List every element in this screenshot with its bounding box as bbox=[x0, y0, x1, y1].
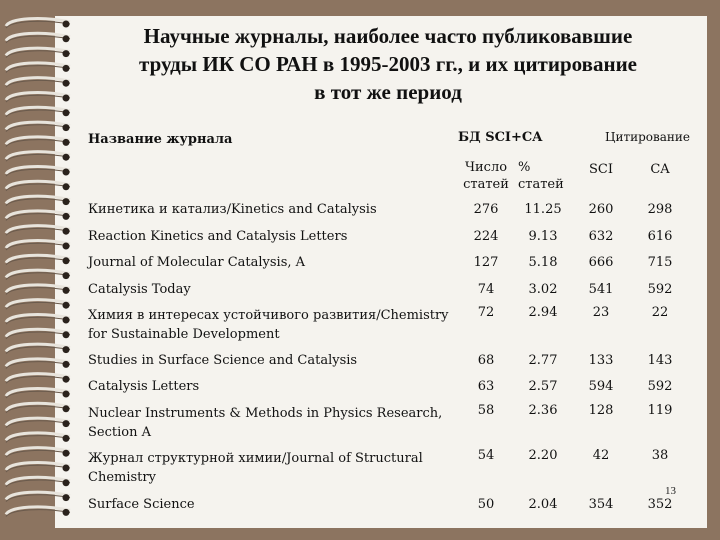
header-journal: Название журнала bbox=[88, 132, 233, 147]
header-count: Число статей bbox=[463, 160, 509, 192]
title-line-1: Научные журналы, наиболее часто публиковавшие bbox=[143, 24, 633, 48]
journal-name-cell: Кинетика и катализ/Kinetics and Catalysis bbox=[88, 202, 377, 217]
article-percent-cell: 2.04 bbox=[528, 496, 558, 512]
title-line-3: в тот же период bbox=[314, 80, 462, 104]
journal-name-cell: Журнал структурной химии/Journal of Structural Chemistry bbox=[88, 451, 423, 485]
ca-citations-cell: 119 bbox=[647, 403, 673, 418]
binding-ring bbox=[6, 359, 70, 368]
binding-ring bbox=[6, 433, 70, 442]
ca-citations-cell: 715 bbox=[647, 255, 673, 270]
article-percent-cell: 9.13 bbox=[528, 228, 558, 244]
article-count-cell: 68 bbox=[477, 352, 495, 368]
ca-citations-cell: 592 bbox=[647, 281, 673, 297]
journals-table bbox=[86, 128, 690, 517]
article-count-cell: 276 bbox=[473, 202, 499, 217]
journal-name-cell: Surface Science bbox=[88, 496, 195, 512]
binding-ring bbox=[6, 93, 70, 102]
journal-name-cell: Studies in Surface Science and Catalysis bbox=[88, 352, 358, 368]
ca-citations-cell: 616 bbox=[647, 228, 673, 244]
binding-ring bbox=[6, 285, 70, 294]
binding-ring bbox=[6, 137, 70, 146]
binding-ring bbox=[6, 344, 70, 353]
article-count-cell: 127 bbox=[473, 255, 499, 270]
article-count-cell: 58 bbox=[477, 403, 495, 418]
article-percent-cell: 2.36 bbox=[528, 403, 558, 418]
sci-citations-cell: 23 bbox=[592, 305, 610, 320]
article-percent-cell: 2.77 bbox=[528, 352, 558, 368]
binding-ring bbox=[6, 122, 70, 131]
binding-ring bbox=[6, 226, 70, 235]
binding-ring bbox=[6, 270, 70, 279]
sci-citations-cell: 42 bbox=[592, 448, 610, 463]
ca-citations-cell: 298 bbox=[647, 202, 673, 217]
binding-ring bbox=[6, 315, 70, 324]
binding-ring bbox=[6, 374, 70, 383]
binding-ring bbox=[6, 181, 70, 190]
binding-ring bbox=[6, 389, 70, 398]
header-percent: % статей bbox=[518, 160, 564, 192]
table-row bbox=[86, 491, 690, 517]
header-citations: Цитирование bbox=[604, 130, 690, 144]
article-percent-cell: 2.20 bbox=[528, 448, 558, 463]
binding-ring bbox=[6, 418, 70, 427]
header-sci: SCI bbox=[589, 162, 613, 177]
article-count-cell: 50 bbox=[477, 496, 495, 512]
table-row bbox=[86, 373, 690, 400]
ca-citations-cell: 22 bbox=[651, 305, 669, 320]
spiral-binding bbox=[2, 14, 74, 524]
article-count-cell: 72 bbox=[477, 305, 495, 320]
journal-name-cell: Nuclear Instruments & Methods in Physics Research, Section A bbox=[88, 405, 443, 440]
article-count-cell: 54 bbox=[477, 448, 495, 463]
ca-citations-cell: 38 bbox=[651, 448, 669, 463]
table-row bbox=[86, 196, 690, 223]
binding-ring bbox=[6, 33, 70, 42]
table-header-row-1 bbox=[86, 128, 690, 156]
binding-ring bbox=[6, 492, 70, 501]
sci-citations-cell: 632 bbox=[588, 228, 614, 244]
table-row bbox=[86, 302, 690, 347]
binding-ring bbox=[6, 167, 70, 176]
binding-ring bbox=[6, 507, 70, 516]
article-percent-cell: 3.02 bbox=[528, 281, 558, 297]
slide-title bbox=[78, 22, 698, 106]
binding-ring bbox=[6, 19, 70, 28]
binding-ring bbox=[6, 255, 70, 264]
article-count-cell: 74 bbox=[477, 281, 495, 297]
article-count-cell: 224 bbox=[473, 228, 499, 244]
table-row bbox=[86, 400, 690, 445]
table-row bbox=[86, 445, 690, 491]
sci-citations-cell: 354 bbox=[588, 496, 614, 512]
binding-ring bbox=[6, 196, 70, 205]
binding-ring bbox=[6, 403, 70, 412]
journal-name-cell: Catalysis Today bbox=[88, 281, 191, 297]
table-row bbox=[86, 347, 690, 373]
table-row bbox=[86, 276, 690, 302]
sci-citations-cell: 666 bbox=[588, 255, 614, 270]
journal-name-cell: Reaction Kinetics and Catalysis Letters bbox=[88, 228, 348, 244]
binding-ring bbox=[6, 107, 70, 116]
table-row bbox=[86, 249, 690, 276]
article-percent-cell: 2.57 bbox=[528, 379, 558, 394]
journal-name-cell: Химия в интересах устойчивого развития/Chemistry for Sustainable Development bbox=[88, 307, 449, 342]
binding-ring bbox=[6, 329, 70, 338]
ca-citations-cell: 352 bbox=[647, 496, 673, 512]
binding-ring bbox=[6, 78, 70, 87]
binding-ring bbox=[6, 211, 70, 220]
sci-citations-cell: 128 bbox=[588, 403, 614, 418]
ca-citations-cell: 592 bbox=[647, 379, 673, 394]
table-row bbox=[86, 223, 690, 249]
sci-citations-cell: 594 bbox=[588, 379, 614, 394]
binding-ring bbox=[6, 448, 70, 457]
article-percent-cell: 2.94 bbox=[528, 305, 558, 320]
page-number: 13 bbox=[665, 485, 676, 497]
sci-citations-cell: 541 bbox=[588, 281, 614, 297]
binding-ring bbox=[6, 300, 70, 309]
ca-citations-cell: 143 bbox=[647, 352, 673, 368]
article-count-cell: 63 bbox=[477, 379, 495, 394]
title-line-2: труды ИК СО РАН в 1995-2003 гг., и их цитирование bbox=[139, 52, 637, 76]
table-header-row-2 bbox=[86, 156, 690, 196]
journal-name-cell: Catalysis Letters bbox=[88, 379, 200, 394]
article-percent-cell: 11.25 bbox=[524, 202, 562, 217]
binding-ring bbox=[6, 152, 70, 161]
binding-ring bbox=[6, 463, 70, 472]
sci-citations-cell: 260 bbox=[588, 202, 614, 217]
sci-citations-cell: 133 bbox=[588, 352, 614, 368]
binding-ring bbox=[6, 48, 70, 57]
binding-ring bbox=[6, 63, 70, 72]
binding-ring bbox=[6, 477, 70, 486]
header-ca: CA bbox=[650, 162, 670, 177]
article-percent-cell: 5.18 bbox=[528, 255, 558, 270]
header-db: БД SCI+CA bbox=[458, 130, 543, 145]
binding-ring bbox=[6, 241, 70, 250]
journal-name-cell: Journal of Molecular Catalysis, A bbox=[88, 255, 306, 270]
